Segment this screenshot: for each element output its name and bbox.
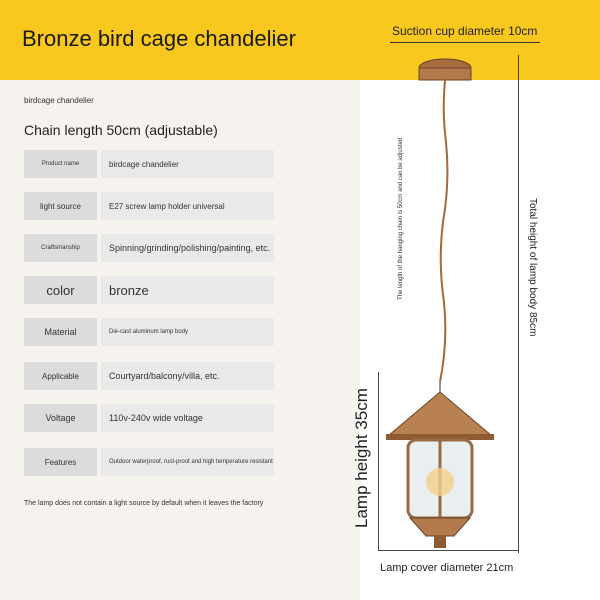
chain-length-heading: Chain length 50cm (adjustable) [24, 122, 218, 138]
spec-label: Material [24, 318, 97, 346]
spec-value: E27 screw lamp holder universal [101, 192, 274, 220]
spec-row-craftsmanship [24, 234, 274, 262]
spec-label: Craftsmanship [24, 234, 97, 262]
ceiling-cup-body [419, 68, 471, 80]
spec-value: Courtyard/balcony/villa, etc. [101, 362, 274, 390]
chandelier-image [380, 52, 520, 552]
spec-row-product-name [24, 150, 274, 178]
bulb [426, 468, 454, 496]
spec-label: Product name [24, 150, 97, 178]
total-height-label: Total height of lamp body 85cm [527, 198, 538, 337]
spec-row-light-source [24, 192, 274, 220]
spec-label: color [24, 276, 97, 304]
spec-row-material [24, 318, 274, 346]
spec-label: Features [24, 448, 97, 476]
spec-row-features [24, 448, 274, 476]
light-source-footnote: The lamp does not contain a light source by default when it leaves the factory [24, 500, 264, 507]
spec-value: bronze [101, 276, 274, 304]
spec-row-voltage [24, 404, 274, 432]
suction-cup-label: Suction cup diameter 10cm [392, 24, 538, 38]
lamp-height-line [378, 372, 379, 550]
spec-row-applicable [24, 362, 274, 390]
spec-label: Applicable [24, 362, 97, 390]
lamp-height-label: Lamp height 35cm [352, 388, 371, 528]
spec-value: Die-cast aluminum lamp body [101, 318, 274, 346]
spec-row-color [24, 276, 274, 304]
page-title: Bronze bird cage chandelier [22, 26, 296, 51]
spec-label: light source [24, 192, 97, 220]
cover-diameter-label: Lamp cover diameter 21cm [380, 562, 514, 574]
suction-dimension-line [390, 42, 540, 43]
hanging-chain [440, 80, 447, 382]
product-subtitle: birdcage chandelier [24, 96, 94, 105]
spec-value: birdcage chandelier [101, 150, 274, 178]
spec-value: Outdoor waterproof, rust-proof and high temperature resistant [101, 448, 274, 476]
spec-label: Voltage [24, 404, 97, 432]
chain-note-label: The length of the hanging chain is 50cm and can be adjusted [398, 137, 404, 300]
spec-value: Spinning/grinding/polishing/painting, etc. [101, 234, 274, 262]
lamp-shade [388, 392, 492, 436]
spec-value: 110v-240v wide voltage [101, 404, 274, 432]
